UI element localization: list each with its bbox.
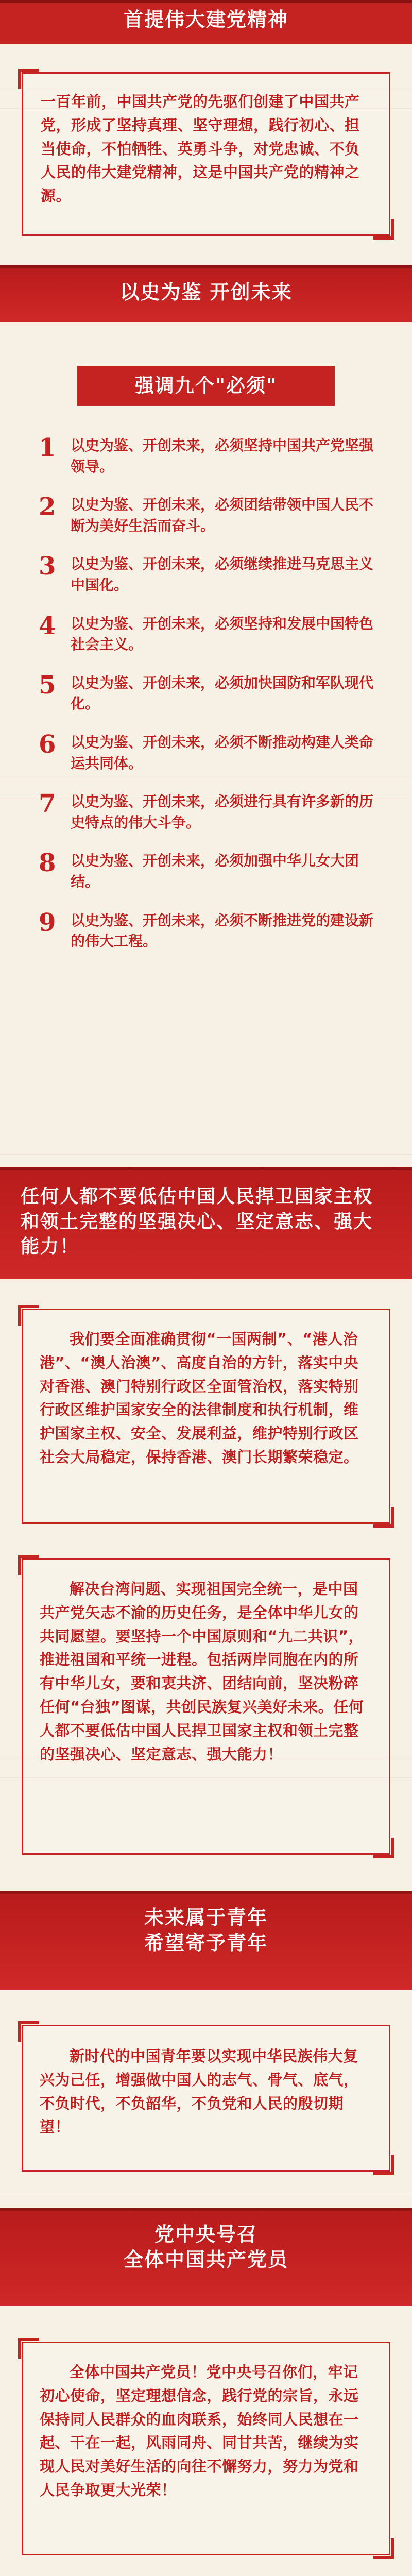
spirit-text-box [22, 72, 390, 236]
nine-musts-list [39, 435, 373, 970]
must-text-1: 以史为鉴、开创未来，必须坚持中国共产党坚强领导。 [71, 437, 374, 475]
must-number-1: 1 [39, 433, 56, 462]
hk-macao-text-box [22, 1309, 390, 1524]
must-text-3: 以史为鉴、开创未来，必须继续推进马克思主义中国化。 [71, 555, 374, 594]
must-item-1 [39, 435, 373, 477]
must-number-7: 7 [39, 789, 56, 819]
party-title-line2: 全体中国共产党员 [123, 2248, 288, 2272]
must-number-2: 2 [39, 493, 56, 522]
youth-title-line1: 未来属于青年 [144, 1906, 268, 1929]
must-text-9: 以史为鉴、开创未来，必须不断推进党的建设新的伟大工程。 [71, 911, 374, 950]
must-item-7 [39, 791, 373, 833]
section-title-history: 以史为鉴 开创未来 [119, 281, 293, 303]
section-header-party-members [0, 2208, 412, 2306]
section-header-youth [0, 1891, 412, 1990]
must-text-7: 以史为鉴、开创未来，必须进行具有许多新的历史特点的伟大斗争。 [71, 793, 374, 831]
youth-title-line2: 希望寄予青年 [144, 1931, 268, 1955]
must-number-9: 9 [39, 908, 56, 937]
section-title-spirit: 首提伟大建党精神 [123, 8, 288, 31]
must-number-6: 6 [39, 730, 56, 759]
must-number-3: 3 [39, 552, 56, 581]
must-text-6: 以史为鉴、开创未来，必须不断推动构建人类命运共同体。 [71, 733, 374, 772]
must-number-8: 8 [39, 849, 56, 878]
taiwan-paragraph: 解决台湾问题、实现祖国完全统一，是中国共产党矢志不渝的历史任务，是全体中华儿女的共同愿望。要坚持一个中国原则和“九二共识”，推进祖国和平统一进程。包括两岸同胞在内的所有中华儿女，要和衷共济、团结向前，坚决粉碎任何“台独”图谋，共创民族复兴美好未来。任何人都不要低估中国人民捍卫国家主权和领土完整的坚强决心、坚定意志、强大能力！ [40, 1580, 364, 1763]
must-item-9 [39, 910, 373, 952]
must-text-8: 以史为鉴、开创未来，必须加强中华儿女大团结。 [71, 852, 359, 890]
must-number-4: 4 [39, 611, 56, 640]
must-number-5: 5 [39, 670, 56, 700]
must-item-5 [39, 670, 374, 715]
section-header-spirit [0, 0, 412, 44]
youth-paragraph: 新时代的中国青年要以实现中华民族伟大复兴为己任，增强做中国人的志气、骨气、底气，不负时代，不负韶华，不负党和人民的殷切期望！ [40, 2047, 359, 2136]
party-members-paragraph: 全体中国共产党员！党中央号召你们，牢记初心使命，坚定理想信念，践行党的宗旨，永远保持同人民群众的血肉联系，始终同人民想在一起、干在一起，风雨同舟、同甘共苦，继续为实现人民对美好生活的向往不懈努力，努力为党和人民争取更大光荣！ [40, 2363, 359, 2499]
must-item-3 [39, 554, 373, 596]
must-item-8 [39, 851, 373, 892]
must-text-2: 以史为鉴、开创未来，必须团结带领中国人民不断为美好生活而奋斗。 [71, 496, 374, 534]
must-item-2 [39, 495, 373, 536]
hk-macao-paragraph: 我们要全面准确贯彻“一国两制”、“港人治港”、“澳人治澳”、高度自治的方针，落实中央对香港、澳门特别行政区全面管治权，落实特别行政区维护国家安全的法律制度和执行机制，维护国家主权、安全、发展利益，维护特别行政区社会大局稳定，保持香港、澳门长期繁荣稳定。 [40, 1330, 359, 1466]
taiwan-text-box [22, 1558, 390, 1855]
party-title-line1: 党中央号召 [154, 2223, 258, 2246]
must-text-5: 以史为鉴、开创未来，必须加快国防和军队现代化。 [71, 674, 374, 713]
must-item-4 [39, 611, 374, 655]
spirit-paragraph: 一百年前，中国共产党的先驱们创建了中国共产党，形成了坚持真理、坚守理想，践行初心、担当使命，不怕牺牲、英勇斗争，对党忠诚、不负人民的伟大建党精神，这是中国共产党的精神之源。 [41, 93, 360, 205]
section-header-sovereignty [0, 1167, 412, 1279]
section-header-history [0, 265, 412, 322]
must-text-4: 以史为鉴、开创未来，必须坚持和发展中国特色社会主义。 [71, 615, 374, 653]
nine-musts-title: 强调九个"必须" [77, 366, 335, 406]
must-item-6 [39, 732, 373, 774]
party-members-text-box [22, 2342, 390, 2555]
youth-text-box [22, 2025, 390, 2172]
section-title-sovereignty: 任何人都不要低估中国人民捍卫国家主权和领土完整的坚强决心、坚定意志、强大能力！ [21, 1186, 373, 1258]
